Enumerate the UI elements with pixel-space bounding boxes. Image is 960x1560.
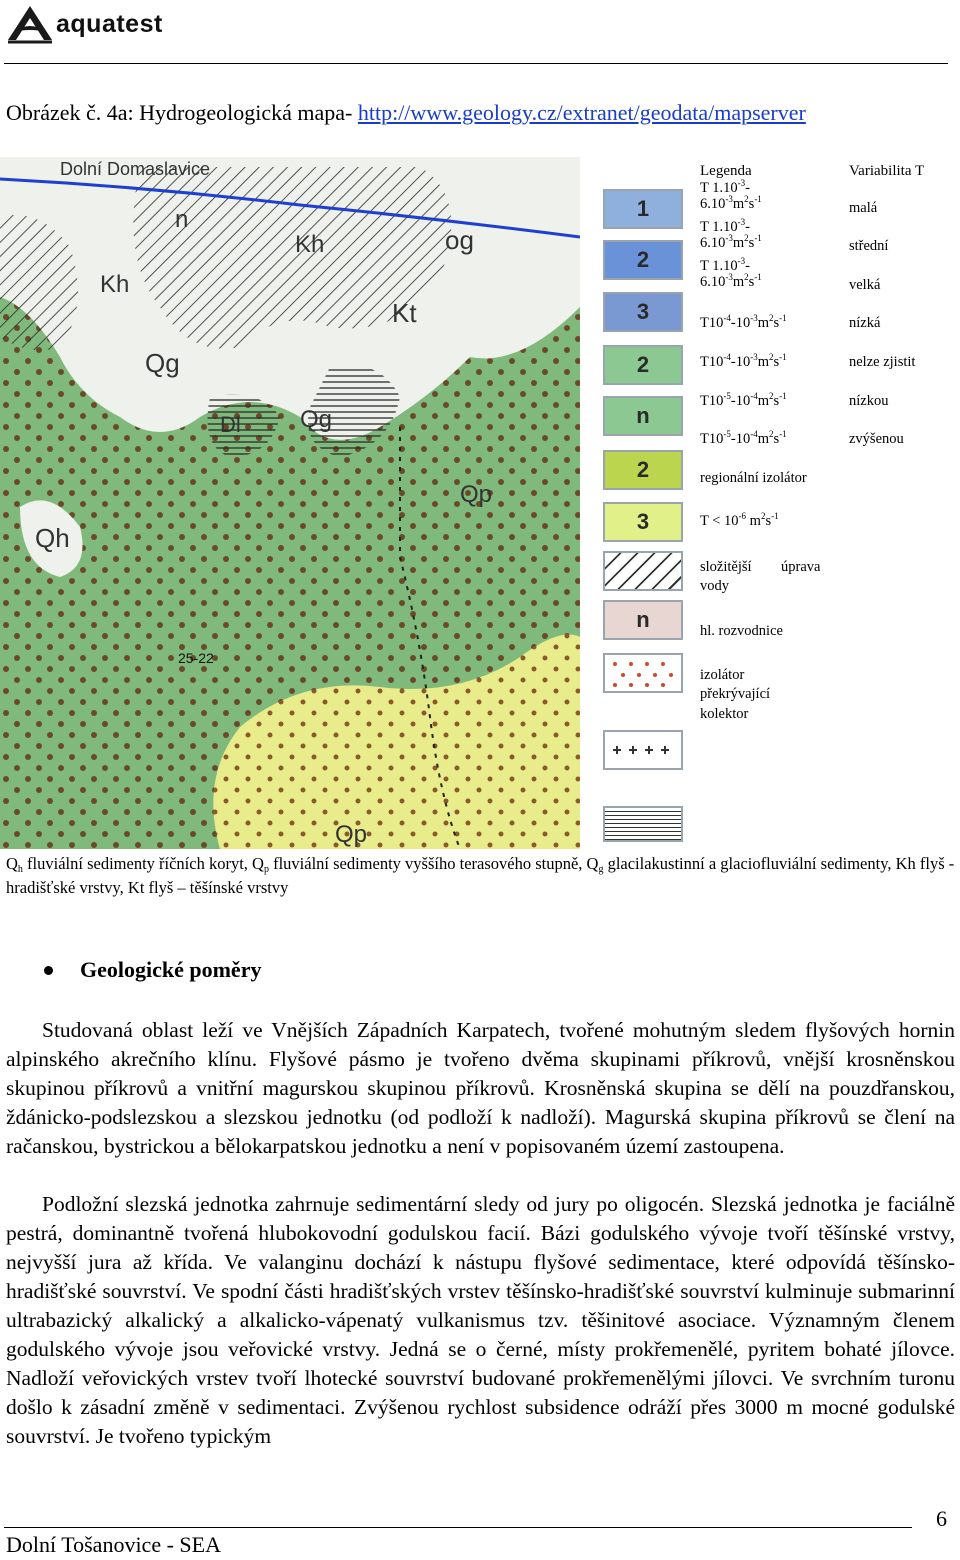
legend-watershed: hl. rozvodnice bbox=[700, 623, 783, 639]
figure-caption bbox=[6, 100, 806, 126]
map-label-point: 25-22 bbox=[178, 650, 214, 666]
legend-swatch-4: 2 bbox=[603, 345, 683, 385]
map-label-og: og bbox=[445, 225, 474, 255]
map-symbols-caption: $Q_h$ fluviální sedimenty říčních koryt, $Q_p$ fluviální sedimenty vyššího terasového stupně, $Q_g$ glacilakustinní a glaciofluviální sedimenty, Kh flyš - hradišťské vrstvy, Kt flyš – těšínské vrstvy bbox=[6, 854, 955, 897]
legend-complex-c: vody bbox=[700, 578, 729, 594]
legend-swatch-7: 3 bbox=[603, 502, 683, 542]
legend-complex-b: úprava bbox=[781, 559, 821, 575]
legend-swatch-8: n bbox=[603, 600, 683, 640]
legend-swatch-3: 3 bbox=[603, 292, 683, 332]
bullet-icon bbox=[44, 966, 53, 975]
map-label-qg: Qg bbox=[145, 348, 180, 378]
legend-range-4: $T10^{-4}-10^{-3}m^2s^{-1}$ bbox=[700, 313, 787, 331]
page-number: 6 bbox=[936, 1506, 947, 1531]
legend-complex-a: složitější bbox=[700, 559, 752, 575]
legend-insulator-b: překrývající bbox=[700, 686, 771, 702]
map-label-kh: Kh bbox=[295, 231, 325, 258]
map-label-n: n bbox=[175, 206, 189, 233]
paragraph: Studovaná oblast leží ve Vnějších Západních Karpatech, tvořené mohutným sledem flyšových hornin alpinského akrečního klínu. Flyšové pásmo je tvořeno dvěma skupinami příkrovů, vnější krosněnskou skupinou příkrovů a vnitřní magurskou skupinou příkrovů. Krosněnská skupina se dělí na pouzdřanskou, ždánicko-podslezskou a slezskou jednotku (od podloží k nadloží). Magurská skupina příkrovů se člení na račanskou, bystrickou a bělokarpatskou jednotku a není v popisovaném území zastoupena. bbox=[6, 1018, 955, 1158]
legend-title: Legenda bbox=[700, 163, 752, 179]
legend-range-5: $T10^{-4}-10^{-3}m^2s^{-1}$ bbox=[700, 352, 787, 370]
legend-swatch-hatch bbox=[603, 551, 683, 591]
legend-transmissivity-low: $T < 10^{-6}$ $m^2s^{-1}$ bbox=[700, 511, 779, 529]
map-label-qp: Qp bbox=[335, 821, 368, 848]
figure-caption-text: Obrázek č. 4a: Hydrogeologická mapa- bbox=[6, 100, 358, 125]
legend-insulator-a: izolátor bbox=[700, 667, 745, 683]
legend-regional-insulator: regionální izolátor bbox=[700, 470, 807, 486]
map-label-kh: Kh bbox=[100, 271, 130, 298]
geology-link[interactable]: http://www.geology.cz/extranet/geodata/mapserver bbox=[357, 100, 806, 125]
legend-swatch-6: 2 bbox=[603, 450, 683, 490]
legend-swatch-2: 2 bbox=[603, 240, 683, 280]
legend-variability-3: velká bbox=[849, 277, 881, 293]
legend-range-2: T $1.10^{-3}-$ $6.10^{-3}m^2s^{-1}$ bbox=[700, 217, 762, 251]
section-title: Geologické poměry bbox=[80, 957, 262, 982]
map-label-kt: Kt bbox=[392, 298, 417, 328]
legend-range-6: $T10^{-5}-10^{-4}m^2s^{-1}$ bbox=[700, 391, 787, 409]
legend-range-7: $T10^{-5}-10^{-4}m^2s^{-1}$ bbox=[700, 429, 787, 447]
legend-insulator-c: kolektor bbox=[700, 706, 749, 722]
legend-variability-1: malá bbox=[849, 200, 878, 216]
legend-variability-title: Variabilita T bbox=[849, 163, 925, 179]
legend-variability-5: nelze zjistit bbox=[849, 354, 916, 370]
map-label-qg: Qg bbox=[300, 406, 333, 433]
header-divider bbox=[4, 63, 948, 64]
legend-swatch-1: 1 bbox=[603, 189, 683, 229]
legend-variability-7: zvýšenou bbox=[849, 431, 904, 447]
legend-swatch-crosses bbox=[603, 730, 683, 770]
legend-variability-4: nízká bbox=[849, 315, 881, 331]
map-label-dl: Dl bbox=[220, 412, 241, 437]
legend-variability-2: střední bbox=[849, 238, 889, 254]
legend-swatch-5: n bbox=[603, 396, 683, 436]
legend-range-3: T $1.10^{-3}-$ $6.10^{-3}m^2s^{-1}$ bbox=[700, 256, 762, 290]
map-label-qp: Qp bbox=[460, 481, 493, 508]
paragraph: Podložní slezská jednotka zahrnuje sedimentární sledy od jury po oligocén. Slezská jednotka je faciálně pestrá, dominantně tvořená hlubokovodní godulskou facií. Bázi godulského vývoje tvoří těšínské vrstvy, nejvyšší jura až křída. Ve valanginu dochází k nástupu flyšové sedimentace, které odpovídá těšínsko-hradišťské souvrství. Ve spodní části hradišťských vrstev těšínsko-hradišťské souvrství kulminuje submarinní ultrabazický alkalický a alkalicko-vápenatý vulkanismus tzv. těšinitové asociace. Významným členem godulského vývoje jsou veřovické vrstvy. Jedná se o černé, místy prokřemenělé, pyritem bohaté jílovce. Nadloží veřovických vrstev tvoří lhotecké souvrství budované prokřemenělými jílovci. Ve svrchním turonu došlo k zásadní změně v sedimentaci. Zvýšenou rychlost subsidence odráží přes 3000 m mocné godulské souvrství. Je tvořeno typickým bbox=[6, 1192, 955, 1448]
logo-text: aquatest bbox=[56, 10, 163, 38]
map-label-village: Dolní Domaslavice bbox=[60, 159, 211, 179]
footer-text: Dolní Tošanovice - SEA bbox=[6, 1532, 221, 1557]
hydrogeological-map bbox=[0, 157, 580, 849]
footer-divider bbox=[4, 1527, 912, 1528]
legend-variability-6: nízkou bbox=[849, 393, 889, 409]
map-label-qh: Qh bbox=[35, 523, 70, 553]
legend-range-1: T $1.10^{-3}-$ $6.10^{-3}m^2s^{-1}$ bbox=[700, 178, 762, 212]
legend-swatch-dots bbox=[603, 653, 683, 693]
legend-swatch-lines bbox=[603, 806, 683, 842]
